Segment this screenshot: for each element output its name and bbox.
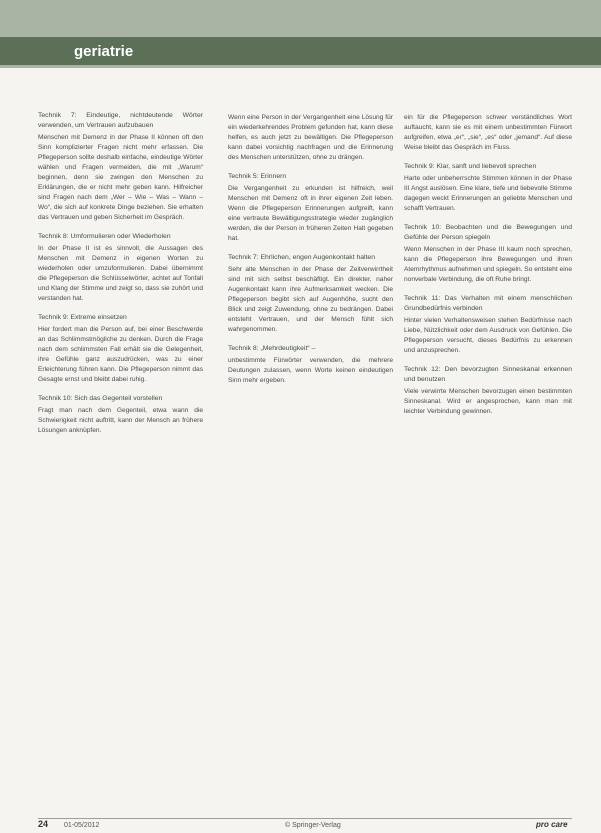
technique-heading: Technik 10: Beobachten und die Bewegungen und Gefühle der Person spiegeln bbox=[404, 224, 572, 241]
body-text: Sehr alte Menschen in der Phase der Zeitverwirrtheit sind mit sich selbst beschäftigt. Ein direkter, naher Augenkontakt kann ihre Aufmerksamkeit wecken. Die Pflegeperson begibt sich auf Augenhöhe, sucht den Blick und zeigt Zuwendung, ohne zu bedrängen. Dabei entsteht Vertrauen, und der Mensch fühlt sich wahrgenommen. bbox=[228, 266, 393, 333]
column-2 bbox=[228, 111, 393, 801]
technique-block bbox=[404, 113, 572, 153]
technique-block bbox=[38, 232, 203, 304]
body-text: ein für die Pflegeperson schwer verständliches Wort auftaucht, kann sie es mit einem unbestimmten Fürwort aufgreifen, etwa „er“, „sie“, „es“ oder „jemand“. Auf diese Weise bleibt das Gespräch im Fluss. bbox=[404, 114, 572, 151]
technique-heading: Technik 10: Sich das Gegenteil vorstellen bbox=[38, 395, 163, 402]
technique-block bbox=[38, 111, 203, 223]
technique-heading: Technik 7: Eindeutige, nichtdeutende Wörter verwenden, um Vertrauen aufzubauen bbox=[38, 112, 203, 129]
section-label: geriatrie bbox=[74, 43, 134, 60]
technique-block bbox=[38, 313, 203, 385]
technique-heading: Technik 11: Das Verhalten mit einem menschlichen Grundbedürfnis verbinden bbox=[404, 295, 572, 312]
body-text: Hinter vielen Verhaltensweisen stehen Bedürfnisse nach Liebe, Nützlichkeit oder dem Ausdruck von Gefühlen. Die Pflegeperson versucht, dieses Bedürfnis zu erkennen und anzusprechen. bbox=[404, 317, 572, 354]
body-text: Wenn eine Person in der Vergangenheit eine Lösung für ein wiederkehrendes Problem gefunden hat, kann diese helfen, es auch jetzt zu bewältigen. Die Pflegeperson kann dabei vorsichtig nachfragen und die Erinnerung des Menschen unterstützen, ohne zu drängen. bbox=[228, 114, 393, 161]
technique-heading: Technik 5: Erinnern bbox=[228, 173, 287, 180]
technique-block bbox=[228, 113, 393, 163]
body-text: Menschen mit Demenz in der Phase II können oft den Sinn komplizierter Fragen nicht mehr erfassen. Die Pflegeperson sollte deshalb einfache, eindeutige Wörter wählen und Fragen vermeiden, die mit „Warum“ beginnen, denn sie zwingen den Menschen zu Erklärungen, die er nicht mehr geben kann. Hilfreicher sind Fragen nach dem „Wer – Wie – Was – Wann – Wo“, die sich auf konkrete Dinge beziehen. Sie erhalten das Vertrauen und geben Sicherheit im Gespräch. bbox=[38, 134, 203, 221]
page-number: 24 bbox=[38, 819, 49, 829]
technique-heading: Technik 7: Ehrlichen, engen Augenkontakt halten bbox=[228, 254, 375, 261]
footer-rule bbox=[38, 818, 572, 819]
technique-heading: Technik 8: Umformulieren oder Wiederholen bbox=[38, 233, 171, 240]
publisher-label: © Springer-Verlag bbox=[285, 822, 341, 829]
technique-block bbox=[228, 253, 393, 335]
section-bar bbox=[0, 37, 601, 65]
body-text: unbestimmte Fürwörter verwenden, die mehrere Deutungen zulassen, wenn Worte keinen eindeutigen Sinn mehr ergeben. bbox=[228, 357, 393, 384]
body-text: Wenn Menschen in der Phase III kaum noch sprechen, kann die Pflegeperson ihre Bewegungen und ihren Atemrhythmus aufnehmen und spiegeln. So entsteht eine nonverbale Verbindung, die oft Ruhe bringt. bbox=[404, 246, 572, 283]
column-1 bbox=[38, 111, 203, 801]
technique-block bbox=[404, 162, 572, 214]
body-text: Harte oder unbeherrschte Stimmen können in der Phase III Angst auslösen. Eine klare, tiefe und liebevolle Stimme dagegen weckt Erinnerungen an geliebte Menschen und schafft Vertrauen. bbox=[404, 175, 572, 212]
issue-label: 01-05/2012 bbox=[64, 822, 100, 829]
technique-block bbox=[228, 172, 393, 244]
technique-heading: Technik 9: Klar, sanft und liebevoll sprechen bbox=[404, 163, 537, 170]
technique-block bbox=[404, 365, 572, 417]
column-3 bbox=[404, 111, 572, 801]
technique-block bbox=[404, 294, 572, 356]
magazine-name: pro care bbox=[536, 820, 568, 829]
header-band bbox=[0, 0, 601, 68]
technique-heading: Technik 12: Den bevorzugten Sinneskanal erkennen und benutzen bbox=[404, 366, 572, 383]
technique-heading: Technik 8: „Mehrdeutigkeit“ – bbox=[228, 345, 316, 352]
body-text: In der Phase II ist es sinnvoll, die Aussagen des Menschen mit Demenz in eigenen Worten zu wiederholen oder umzuformulieren. Dabei übernimmt die Pflegeperson die Schlüsselwörter, achtet auf Tonfall und Klang der Stimme und zeigt so, dass sie zuhört und verstanden hat. bbox=[38, 245, 203, 302]
technique-block bbox=[228, 344, 393, 386]
technique-heading: Technik 9: Extreme einsetzen bbox=[38, 314, 127, 321]
body-text: Die Vergangenheit zu erkunden ist hilfreich, weil Menschen mit Demenz oft in ihrer eigenen Zeit leben. Wenn die Pflegeperson Erinnerungen aufgreift, kann eine vertraute Bewältigungsstrategie wieder zugänglich werden, die der Person in früheren Zeiten Halt gegeben hat. bbox=[228, 185, 393, 242]
body-text: Hier fordert man die Person auf, bei einer Beschwerde an das Schlimmstmögliche zu denken. Durch die Frage nach dem schlimmsten Fall erhält sie die Gelegenheit, ihre Gefühle ganz auszudrücken, was zu einer Erleichterung führen kann. Die Pflegeperson nimmt das Gesagte ernst und bleibt dabei ruhig. bbox=[38, 326, 203, 383]
body-text: Fragt man nach dem Gegenteil, etwa wann die Schwierigkeit nicht auftritt, kann der Mensch an frühere Lösungen anknüpfen. bbox=[38, 407, 203, 434]
technique-block bbox=[38, 394, 203, 436]
body-text: Viele verwirrte Menschen bevorzugen einen bestimmten Sinneskanal. Wird er angesprochen, kann man mit leichter Verbindung gewinnen. bbox=[404, 388, 572, 415]
technique-block bbox=[404, 223, 572, 285]
